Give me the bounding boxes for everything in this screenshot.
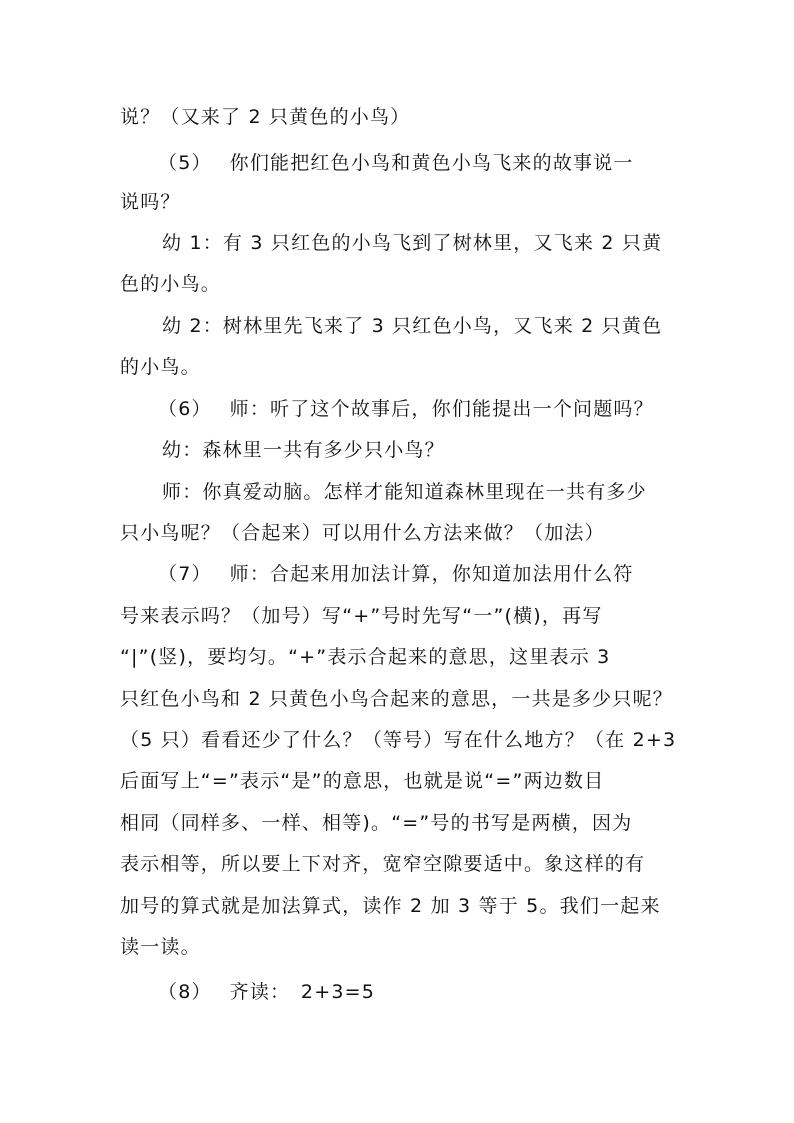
text-line: 后面写上“=”表示“是”的意思，也就是说“=”两边数目 bbox=[120, 770, 605, 792]
text-line: 表示相等，所以要上下对齐，宽窄空隙要适中。象这样的有 bbox=[120, 853, 646, 875]
text-line: 幼：森林里一共有多少只小鸟？ bbox=[162, 439, 445, 461]
text-line: （5） 你们能把红色小鸟和黄色小鸟飞来的故事说一 bbox=[158, 152, 634, 174]
text-line: （5 只）看看还少了什么？（等号）写在什么地方？（在 2+3 bbox=[120, 729, 677, 751]
text-line: 色的小鸟。 bbox=[120, 273, 222, 295]
text-line: 幼 2：树林里先飞来了 3 只红色小鸟，又飞来 2 只黄色 bbox=[162, 315, 663, 337]
text-line: 读一读。 bbox=[120, 936, 201, 958]
text-line: 只小鸟呢？（合起来）可以用什么方法来做？（加法） bbox=[120, 522, 605, 544]
text-line: 说？（又来了 2 只黄色的小鸟） bbox=[120, 106, 411, 128]
text-line: 的小鸟。 bbox=[120, 356, 201, 378]
text-line: 只红色小鸟和 2 只黄色小鸟合起来的意思，一共是多少只呢？ bbox=[120, 688, 673, 710]
text-line: 相同（同样多、一样、相等)。“=”号的书写是两横，因为 bbox=[120, 812, 633, 834]
text-line: （7） 师：合起来用加法计算，你知道加法用什么符 bbox=[158, 563, 634, 585]
text-line: 加号的算式就是加法算式，读作 2 加 3 等于 5。我们一起来 bbox=[120, 895, 661, 917]
text-line: 号来表示吗？（加号）写“+”号时先写“一”(横)，再写 bbox=[120, 605, 603, 627]
text-line: 师：你真爱动脑。怎样才能知道森林里现在一共有多少 bbox=[162, 481, 647, 503]
text-line: （6） 师：听了这个故事后，你们能提出一个问题吗？ bbox=[158, 398, 654, 420]
text-line: “|”(竖)，要均匀。“+”表示合起来的意思，这里表示 3 bbox=[120, 646, 611, 668]
text-line: 幼 1：有 3 只红色的小鸟飞到了树林里，又飞来 2 只黄 bbox=[162, 232, 663, 254]
text-line: 说吗？ bbox=[120, 191, 181, 213]
text-line: （8） 齐读： 2+3=5 bbox=[158, 981, 376, 1003]
